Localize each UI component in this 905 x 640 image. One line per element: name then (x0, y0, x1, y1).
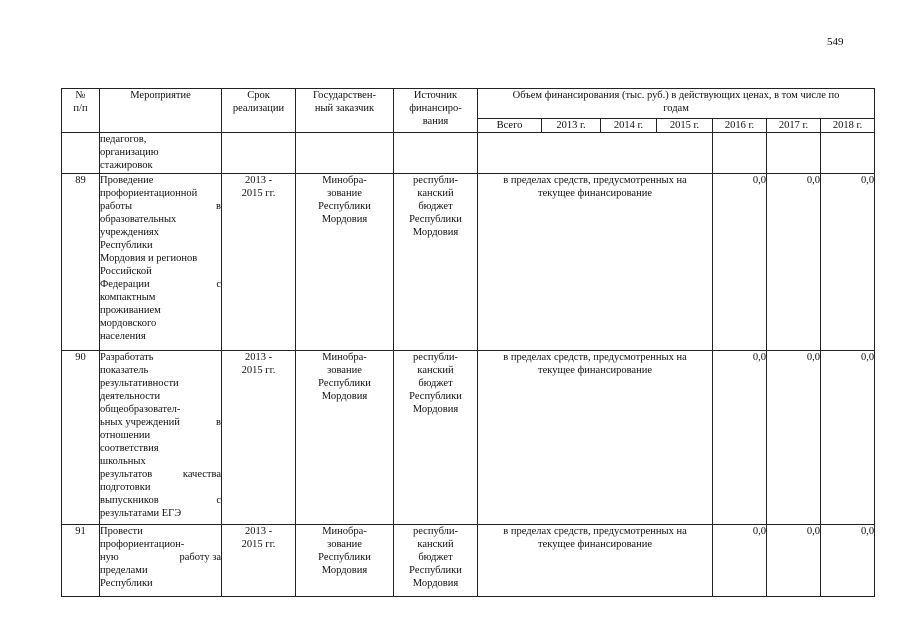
activity-line: Республики (100, 240, 153, 251)
cont-activity-line: педагогов, (100, 134, 147, 145)
customer-line: Минобра- (322, 175, 367, 186)
customer-line: Мордовия (321, 565, 368, 576)
header-customer-line2: ный заказчик (314, 103, 375, 114)
activity-line-start: результатов (100, 469, 153, 480)
funding-note-line: текущее финансирование (538, 365, 652, 376)
activity-line: соответствия (100, 443, 159, 454)
row-value-2018: 0,0 (821, 174, 875, 351)
header-year-2017: 2017 г. (767, 119, 821, 133)
row-activity (100, 351, 222, 525)
activity-line-start: Федерации (100, 279, 150, 290)
source-line: бюджет (418, 201, 453, 212)
funding-note-line: в пределах средств, предусмотренных на (503, 175, 687, 186)
header-source-line1: Источник (413, 90, 458, 101)
period-line: 2015 гг. (241, 188, 276, 199)
source-line: Республики (409, 565, 462, 576)
source-line: Республики (409, 214, 462, 225)
activity-line: Разработать (100, 352, 154, 363)
activity-line: проживанием (100, 305, 161, 316)
row-value-2017: 0,0 (767, 351, 821, 525)
customer-line: Минобра- (322, 526, 367, 537)
header-source-line2: финансиро- (409, 103, 462, 114)
activity-line: населения (100, 331, 146, 342)
source-line: республи- (413, 352, 458, 363)
activity-line: подготовки (100, 482, 151, 493)
activity-line-start: работы (100, 201, 133, 212)
period-line: 2015 гг. (241, 365, 276, 376)
source-line: канский (417, 539, 454, 550)
header-funding (478, 89, 875, 119)
header-source (394, 89, 478, 133)
source-line: республи- (413, 526, 458, 537)
activity-line: профориентацион- (100, 539, 185, 550)
activity-line: учреждениях (100, 227, 160, 238)
activity-line-end: с (216, 495, 221, 506)
cont-2016 (713, 133, 767, 174)
header-row (62, 89, 875, 119)
header-year-2015: 2015 г. (657, 119, 713, 133)
source-line: Мордовия (412, 578, 459, 589)
activity-line: деятельности (100, 391, 161, 402)
activity-line (100, 494, 221, 507)
customer-line: Республики (318, 378, 371, 389)
activity-line: профориентационной (100, 188, 198, 199)
row-activity (100, 525, 222, 597)
table-row (62, 174, 875, 351)
header-no-line2: п/п (73, 103, 88, 114)
customer-line: Минобра- (322, 352, 367, 363)
header-period-line2: реализации (232, 103, 285, 114)
cont-activity (100, 133, 222, 174)
activity-line (100, 551, 221, 564)
source-line: Республики (409, 391, 462, 402)
customer-line: зование (327, 365, 362, 376)
customer-line: Мордовия (321, 391, 368, 402)
row-source (394, 351, 478, 525)
row-source (394, 174, 478, 351)
customer-line: зование (327, 539, 362, 550)
activity-line: образовательных (100, 214, 177, 225)
activity-line: мордовского (100, 318, 157, 329)
source-line: бюджет (418, 552, 453, 563)
source-line: Мордовия (412, 227, 459, 238)
customer-line: зование (327, 188, 362, 199)
activity-line: результативности (100, 378, 179, 389)
activity-line: показатель (100, 365, 149, 376)
row-value-2016: 0,0 (713, 525, 767, 597)
table-row (62, 351, 875, 525)
cont-period (222, 133, 296, 174)
source-line: республи- (413, 175, 458, 186)
activity-line-start: ьных учреждений (100, 417, 180, 428)
row-funding-note (478, 174, 713, 351)
activity-line-start: выпускников (100, 495, 159, 506)
activity-line: компактным (100, 292, 156, 303)
customer-line: Республики (318, 201, 371, 212)
source-line: канский (417, 188, 454, 199)
header-year-2014: 2014 г. (601, 119, 657, 133)
activity-line: школьных (100, 456, 146, 467)
row-value-2016: 0,0 (713, 351, 767, 525)
header-source-line3: вания (422, 116, 449, 127)
funding-note-line: текущее финансирование (538, 539, 652, 550)
row-value-2018: 0,0 (821, 351, 875, 525)
activity-line (100, 278, 221, 291)
continuation-row (62, 133, 875, 174)
activity-line-end: работу за (179, 552, 221, 563)
header-period (222, 89, 296, 133)
row-customer (296, 174, 394, 351)
cont-customer (296, 133, 394, 174)
period-line: 2013 - (244, 526, 273, 537)
activity-line: общеобразовател- (100, 404, 181, 415)
table-row (62, 525, 875, 597)
row-number: 91 (62, 525, 100, 597)
source-line: бюджет (418, 378, 453, 389)
header-funding-line2: годам (663, 103, 689, 114)
header-no (62, 89, 100, 133)
funding-note-line: в пределах средств, предусмотренных на (503, 526, 687, 537)
funding-table (61, 88, 875, 597)
header-year-2016: 2016 г. (713, 119, 767, 133)
row-funding-note (478, 525, 713, 597)
header-customer-line1: Государствен- (313, 90, 376, 101)
customer-line: Мордовия (321, 214, 368, 225)
row-activity (100, 174, 222, 351)
header-year-total: Всего (478, 119, 542, 133)
activity-line-start: ную (100, 552, 119, 563)
period-line: 2013 - (244, 352, 273, 363)
row-value-2016: 0,0 (713, 174, 767, 351)
activity-line-end: в (216, 201, 221, 212)
activity-line: отношении (100, 430, 151, 441)
funding-note-line: в пределах средств, предусмотренных на (503, 352, 687, 363)
row-period (222, 525, 296, 597)
activity-line: пределами (100, 565, 148, 576)
row-customer (296, 351, 394, 525)
row-number: 89 (62, 174, 100, 351)
cont-funding (478, 133, 713, 174)
header-year-2018: 2018 г. (821, 119, 875, 133)
row-value-2017: 0,0 (767, 525, 821, 597)
source-line: Мордовия (412, 404, 459, 415)
customer-line: Республики (318, 552, 371, 563)
activity-line (100, 200, 221, 213)
activity-line: Российской (100, 266, 152, 277)
row-number: 90 (62, 351, 100, 525)
header-no-line1: № (75, 90, 86, 101)
activity-line: результатами ЕГЭ (100, 508, 182, 519)
activity-line-end: с (216, 279, 221, 290)
header-activity: Мероприятие (100, 89, 222, 133)
header-period-line1: Срок (247, 90, 270, 101)
cont-2017 (767, 133, 821, 174)
header-customer (296, 89, 394, 133)
cont-activity-line: стажировок (100, 160, 153, 171)
row-value-2018: 0,0 (821, 525, 875, 597)
cont-activity-line: организацию (100, 147, 159, 158)
row-period (222, 351, 296, 525)
row-source (394, 525, 478, 597)
cont-no (62, 133, 100, 174)
funding-note-line: текущее финансирование (538, 188, 652, 199)
period-line: 2013 - (244, 175, 273, 186)
header-funding-line1: Объем финансирования (тыс. руб.) в действующих ценах, в том числе по (512, 90, 840, 101)
row-funding-note (478, 351, 713, 525)
header-year-2013: 2013 г. (542, 119, 601, 133)
activity-line (100, 468, 221, 481)
activity-line-end: в (216, 417, 221, 428)
row-value-2017: 0,0 (767, 174, 821, 351)
activity-line: Проведение (100, 175, 154, 186)
activity-line: Провести (100, 526, 143, 537)
activity-line: Мордовия и регионов (100, 253, 198, 264)
cont-2018 (821, 133, 875, 174)
activity-line: Республики (100, 578, 153, 589)
activity-line-end: качества (182, 469, 221, 480)
cont-source (394, 133, 478, 174)
activity-line (100, 416, 221, 429)
period-line: 2015 гг. (241, 539, 276, 550)
row-period (222, 174, 296, 351)
page-number: 549 (827, 36, 844, 48)
source-line: канский (417, 365, 454, 376)
row-customer (296, 525, 394, 597)
